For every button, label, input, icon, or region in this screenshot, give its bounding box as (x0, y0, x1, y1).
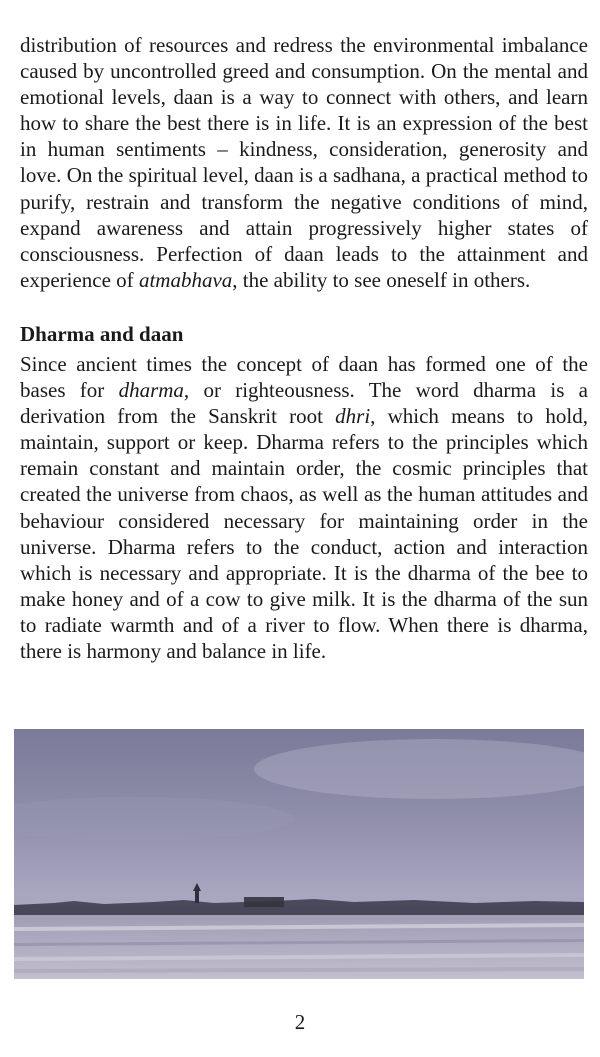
page-content (20, 32, 588, 664)
term-atmabhava: atmabhava (138, 267, 233, 292)
term-dharma: dharma (118, 378, 184, 403)
paragraph-dharma-part2: , or righteousness. The word dharma is a derivation from the Sanskrit root (20, 378, 588, 429)
page-number: 2 (294, 1010, 306, 1034)
river-landscape-illustration (14, 729, 584, 979)
paragraph-dharma (20, 351, 588, 664)
paragraph-intro-text: distribution of resources and redress the environmental imbalance caused by uncontrolled greed and consumption. On the mental and emotional levels, daan is a way to connect with others, and learn how to share the best there is in life. It is an expression of the best in human sentiments – kindness, consideration, generosity and love. On the spiritual level, daan is a sadhana, a practical method to purify, restrain and transform the negative conditions of mind, expand awareness and attain progressively higher states of consciousness. Perfection of daan leads to the attainment and experience of (20, 33, 588, 292)
paragraph-intro-tail: , the ability to see oneself in others. (232, 267, 531, 292)
river-landscape-photo (14, 729, 584, 979)
paragraph-dharma-part3: , which means to hold, maintain, support or keep. Dharma refers to the principles which remain constant and maintain order, the cosmic principles that created the universe from chaos, as well as the human attitudes and behaviour considered necessary for maintaining order in the universe. Dharma refers to the conduct, action and interaction which is necessary and appropriate. It is the dharma of the bee to make honey and of a cow to give milk. It is the dharma of the sun to radiate warmth and of a river to flow. When there is dharma, there is harmony and balance in life. (20, 404, 589, 663)
paragraph-dharma-part1: Since ancient times the concept of daan has formed one of the bases for (20, 351, 588, 403)
section-heading: Dharma and daan (20, 321, 184, 346)
term-dhri: dhri (335, 404, 371, 429)
paragraph-intro (20, 32, 588, 293)
